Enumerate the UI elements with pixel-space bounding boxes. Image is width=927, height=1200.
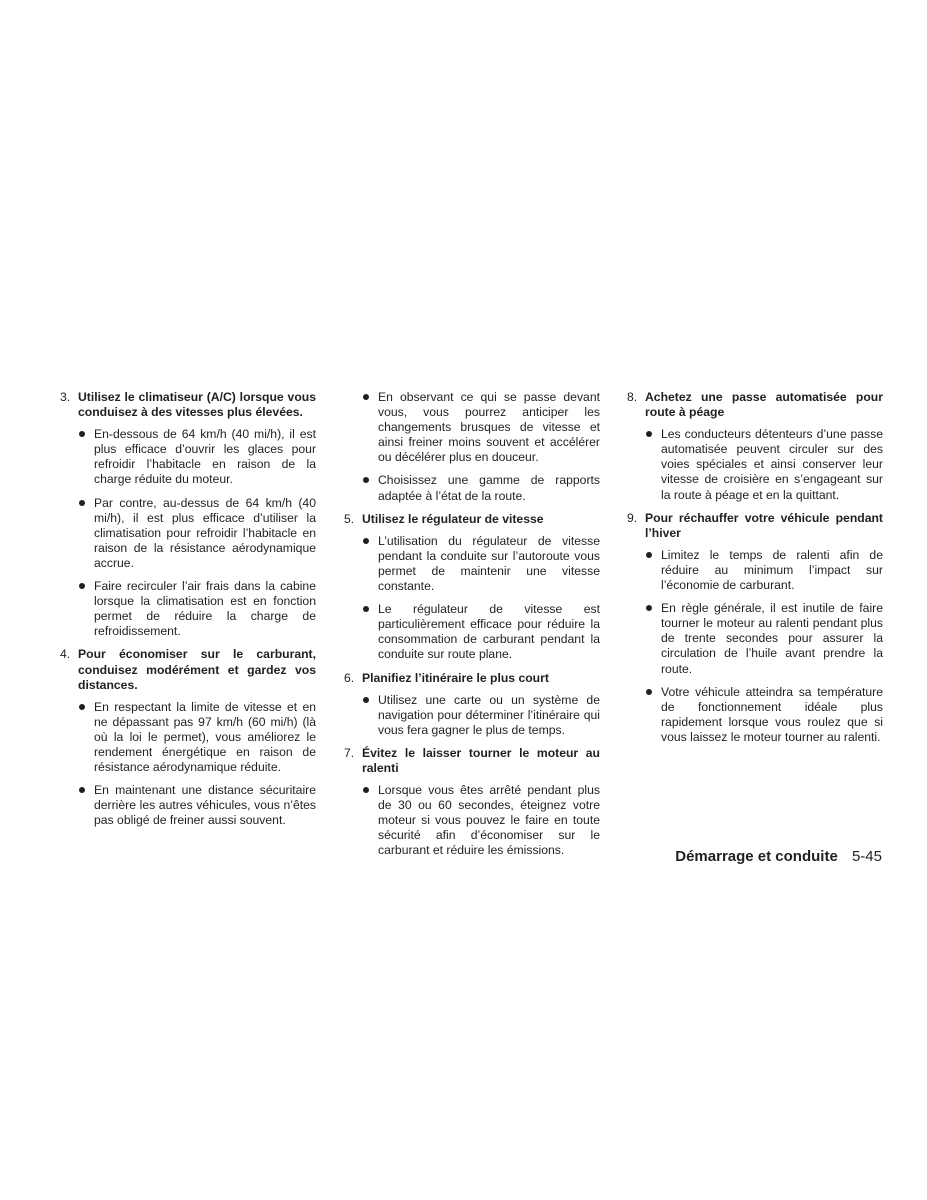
section-heading xyxy=(627,511,883,541)
bullet-list xyxy=(344,390,600,504)
bullet-text: Utilisez une carte ou un système de navigation pour déterminer l’itinéraire qui vous fera gagner le plus de temps. xyxy=(378,692,600,737)
bullet-list xyxy=(344,534,600,663)
section-3 xyxy=(60,390,316,639)
bullet-icon xyxy=(363,697,369,703)
bullet-list xyxy=(60,427,316,639)
section-heading xyxy=(344,512,600,527)
bullet-icon xyxy=(79,500,85,506)
section-title: Utilisez le régulateur de vitesse xyxy=(362,511,544,526)
section-number: 3. xyxy=(60,390,71,404)
section-number: 4. xyxy=(60,647,71,662)
section-4 xyxy=(60,647,316,828)
list-item xyxy=(362,783,600,858)
list-item xyxy=(645,601,883,676)
column-1 xyxy=(60,390,316,836)
bullet-list xyxy=(344,783,600,858)
section-heading xyxy=(60,390,316,420)
list-item xyxy=(78,579,316,639)
bullet-list xyxy=(60,700,316,829)
bullet-icon xyxy=(79,787,85,793)
list-item xyxy=(78,783,316,828)
bullet-text: Faire recirculer l’air frais dans la cabine lorsque la climatisation est en fonction permet de réduire la charge de refroidissement. xyxy=(94,579,316,639)
page-number: 5-45 xyxy=(851,848,882,865)
bullet-text: Votre véhicule atteindra sa température de fonctionnement idéale plus rapidement lorsque vous roulez que si vous laissez le moteur tourner au ralenti. xyxy=(661,684,883,744)
list-item xyxy=(362,473,600,503)
bullet-icon xyxy=(363,538,369,544)
footer-section-name: Démarrage et conduite xyxy=(675,848,838,865)
bullet-text: Lorsque vous êtes arrêté pendant plus de 30 ou 60 secondes, éteignez votre moteur si vous pouvez le faire en toute sécurité afin d’économiser sur le carburant et réduire les émissions. xyxy=(378,783,600,858)
bullet-icon xyxy=(363,787,369,793)
bullet-text: En maintenant une distance sécuritaire derrière les autres véhicules, vous n’êtes pas obligé de freiner aussi souvent. xyxy=(94,783,316,828)
bullet-icon xyxy=(646,431,652,437)
section-number: 8. xyxy=(627,390,638,404)
section-title: Planifiez l’itinéraire le plus court xyxy=(362,670,549,685)
section-heading xyxy=(627,390,883,420)
bullet-icon xyxy=(79,583,85,589)
section-5 xyxy=(344,512,600,663)
list-item xyxy=(78,700,316,775)
section-heading xyxy=(344,671,600,686)
list-item xyxy=(362,693,600,738)
section-title: Pour réchauffer votre véhicule pendant l’hiver xyxy=(645,510,883,540)
bullet-text: Limitez le temps de ralenti afin de réduire au minimum l’impact sur l’économie de carburant. xyxy=(661,547,883,593)
bullet-icon xyxy=(79,704,85,710)
list-item xyxy=(362,390,600,465)
list-item xyxy=(645,427,883,502)
bullet-text: Les conducteurs détenteurs d’une passe automatisée peuvent circuler sur des voies spéciales et ainsi conserver leur vitesse de croisière en s’engageant sur la route à péage et en la quittant. xyxy=(661,427,883,502)
list-item xyxy=(645,548,883,593)
bullet-text: Par contre, au-dessus de 64 km/h (40 mi/h), il est plus efficace d’utiliser la climatisation pour refroidir l’habitacle en raison de la résistance aérodynamique accrue. xyxy=(94,495,316,570)
bullet-text: Choisissez une gamme de rapports adaptée à l’état de la route. xyxy=(378,473,600,503)
section-title: Utilisez le climatiseur (A/C) lorsque vous conduisez à des vitesses plus élevées. xyxy=(78,390,316,420)
bullet-icon xyxy=(646,689,652,695)
bullet-text: En-dessous de 64 km/h (40 mi/h), il est plus efficace d’ouvrir les glaces pour refroidir l’habitacle en raison de la charge réduite du moteur. xyxy=(94,427,316,487)
bullet-icon xyxy=(363,394,369,400)
bullet-text: En règle générale, il est inutile de faire tourner le moteur au ralenti pendant plus de trente secondes pour assurer la circulation de l’huile avant prendre la route. xyxy=(661,601,883,676)
section-9 xyxy=(627,511,883,745)
bullet-icon xyxy=(363,477,369,483)
bullet-icon xyxy=(646,552,652,558)
section-heading xyxy=(344,746,600,776)
list-item xyxy=(362,534,600,594)
section-number: 5. xyxy=(344,511,355,526)
bullet-text: L’utilisation du régulateur de vitesse pendant la conduite sur l’autoroute vous permet de maintenir une vitesse constante. xyxy=(378,533,600,594)
section-title: Achetez une passe automatisée pour route à péage xyxy=(645,390,883,420)
section-number: 7. xyxy=(344,745,355,760)
list-item xyxy=(362,602,600,662)
column-3 xyxy=(627,390,883,753)
section-7 xyxy=(344,746,600,859)
list-item xyxy=(78,427,316,487)
section-8 xyxy=(627,390,883,503)
bullet-list xyxy=(344,693,600,738)
list-item xyxy=(645,685,883,745)
list-item xyxy=(78,496,316,571)
bullet-text: En respectant la limite de vitesse et en ne dépassant pas 97 km/h (60 mi/h) (là où la loi le permet), vous améliorez le rendement énergétique en raison de résistance aérodynamique réduite. xyxy=(94,699,316,775)
bullet-text: En observant ce qui se passe devant vous, vous pourrez anticiper les changements brusques de vitesse et ainsi freiner moins souvent et accélérer ou décélérer plus en douceur. xyxy=(378,390,600,465)
bullet-icon xyxy=(363,606,369,612)
bullet-list xyxy=(627,548,883,745)
section-title: Évitez le laisser tourner le moteur au ralenti xyxy=(362,745,600,775)
section-6 xyxy=(344,671,600,738)
page-footer xyxy=(675,848,882,866)
section-number: 6. xyxy=(344,670,355,685)
bullet-icon xyxy=(646,605,652,611)
bullet-text: Le régulateur de vitesse est particulièrement efficace pour réduire la consommation de carburant pendant la conduite sur route plane. xyxy=(378,602,600,662)
section-heading xyxy=(60,647,316,692)
section-4-continued xyxy=(344,390,600,504)
column-2 xyxy=(344,390,600,867)
section-title: Pour économiser sur le carburant, conduisez modérément et gardez vos distances. xyxy=(78,647,316,692)
bullet-icon xyxy=(79,431,85,437)
section-number: 9. xyxy=(627,510,638,525)
bullet-list xyxy=(627,427,883,502)
